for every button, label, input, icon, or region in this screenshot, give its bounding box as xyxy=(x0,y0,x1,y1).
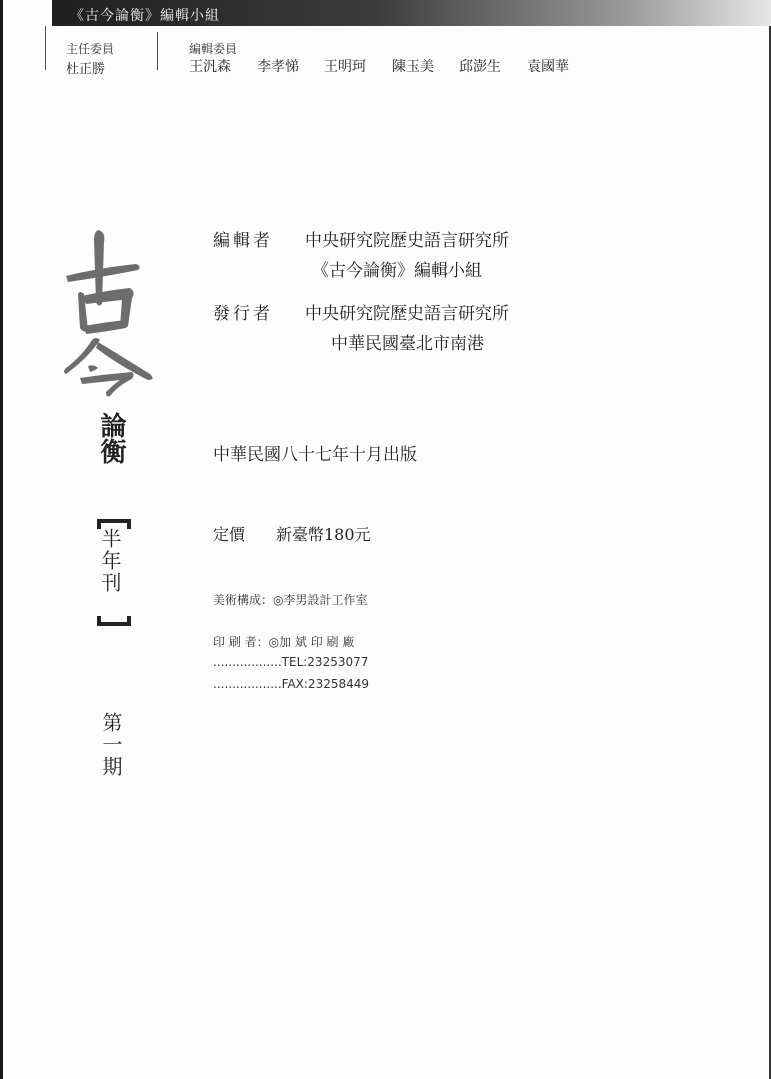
printer: 印 刷 者：◎加 斌 印 刷 廠 xyxy=(213,635,355,649)
chief-editor-label: 主任委員 xyxy=(66,42,115,56)
member-name: 袁國華 xyxy=(527,59,569,75)
price-value: 新臺幣180元 xyxy=(276,525,371,544)
editor-line-1: 中央研究院歷史語言研究所 xyxy=(305,231,509,251)
publisher-line-2: 中華民國臺北市南港 xyxy=(331,334,484,354)
printer-tel: ..................TEL:23253077 xyxy=(213,655,369,669)
side-issue: 第一期 xyxy=(99,712,123,778)
printer-fax: ..................FAX:23258449 xyxy=(213,677,370,691)
publish-date: 中華民國八十七年十月出版 xyxy=(213,445,417,465)
page-edge-left xyxy=(0,0,3,1079)
publisher-line-1: 中央研究院歷史語言研究所 xyxy=(305,304,509,324)
publisher-label: 發行者 xyxy=(213,304,273,324)
price-label: 定價 xyxy=(213,525,246,544)
member-name: 王明珂 xyxy=(324,59,366,75)
header-divider xyxy=(157,32,158,70)
member-name: 陳玉美 xyxy=(392,59,434,75)
member-name: 王汎森 xyxy=(189,59,231,75)
member-name: 李孝悌 xyxy=(257,59,299,75)
members-label: 編輯委員 xyxy=(189,42,238,56)
editor-label: 編輯者 xyxy=(213,231,273,251)
art-direction: 美術構成：◎李男設計工作室 xyxy=(213,593,368,607)
side-frequency: 半年刊 xyxy=(98,528,122,594)
member-name: 邱澎生 xyxy=(459,59,501,75)
side-title: 論衡 xyxy=(96,412,126,464)
editor-line-2: 《古今論衡》編輯小組 xyxy=(312,261,482,281)
calligraphy-logo xyxy=(58,228,168,398)
header-divider-left xyxy=(45,26,46,70)
header-title: 《古今論衡》編輯小組 xyxy=(70,8,220,24)
bracket-bottom xyxy=(97,616,131,626)
chief-editor-name: 杜正勝 xyxy=(66,62,106,77)
